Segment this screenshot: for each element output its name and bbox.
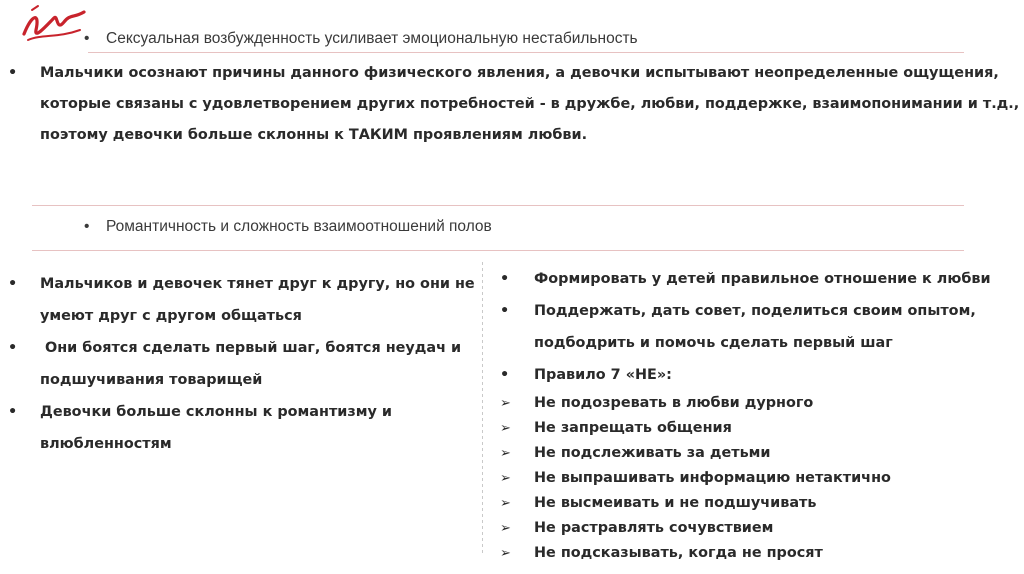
list-item-text: Они боятся сделать первый шаг, боятся неудач и <box>40 340 462 356</box>
bullet-dot: • <box>500 367 510 383</box>
bullet-dot: • <box>8 276 18 292</box>
arrow-bullet-icon: ➢ <box>500 421 511 436</box>
rule-text: Не выпрашивать информацию нетактично <box>534 470 891 486</box>
list-item-line <box>500 359 1010 391</box>
rule-item <box>500 441 1010 466</box>
list-item <box>500 263 1010 295</box>
bullet-dot: • <box>500 271 510 287</box>
list-item-line: умеют друг с другом общаться <box>40 308 302 324</box>
rule-text: Не подслеживать за детьми <box>534 445 771 461</box>
list-item-line: влюбленностям <box>40 436 172 452</box>
list-item-text: Формировать у детей правильное отношение к любви <box>534 271 991 287</box>
left-column <box>8 268 474 460</box>
list-item-line: подшучивания товарищей <box>40 372 263 388</box>
heading-text: Сексуальная возбужденность усиливает эмоциональную нестабильность <box>106 30 638 47</box>
rule-item <box>500 541 1010 566</box>
list-item <box>8 396 474 460</box>
list-item-line <box>500 295 1010 327</box>
bullet-dot: • <box>500 303 510 319</box>
rule-item <box>500 516 1010 541</box>
list-item <box>8 268 474 332</box>
rule-text: Не подозревать в любви дурного <box>534 395 814 411</box>
rule-item <box>500 416 1010 441</box>
list-item <box>500 359 1010 391</box>
list-item-line <box>8 332 474 364</box>
list-item-line <box>8 268 474 300</box>
arrow-bullet-icon: ➢ <box>500 496 511 511</box>
rules-list <box>500 391 1010 566</box>
list-item-text: Девочки больше склонны к романтизму и <box>40 404 392 420</box>
list-item-text: Поддержать, дать совет, поделиться своим опытом, <box>534 303 976 319</box>
list-item-line <box>8 396 474 428</box>
list-item-line <box>500 263 1010 295</box>
arrow-bullet-icon: ➢ <box>500 396 511 411</box>
rule-text: Не запрещать общения <box>534 420 732 436</box>
column-separator <box>482 262 483 556</box>
rule-text: Не растравлять сочувствием <box>534 520 774 536</box>
arrow-bullet-icon: ➢ <box>500 546 511 561</box>
list-item-text: Правило 7 «НЕ»: <box>534 367 672 383</box>
paragraph-line: поэтому девочки больше склонны к ТАКИМ проявлениям любви. <box>40 127 588 143</box>
bullet-dot: • <box>84 218 90 235</box>
bullet-dot: • <box>8 404 18 420</box>
rule-text: Не высмеивать и не подшучивать <box>534 495 817 511</box>
bullet-dot: • <box>8 340 18 356</box>
list-item-line: подбодрить и помочь сделать первый шаг <box>534 335 893 351</box>
divider-top <box>88 52 964 53</box>
right-column <box>500 263 1010 566</box>
divider-upper <box>32 205 964 206</box>
paragraph-text: Мальчики осознают причины данного физического явления, а девочки испытывают неопределенные ощущения, <box>40 65 999 81</box>
heading-emotional-instability <box>84 30 638 48</box>
paragraph-line: которые связаны с удовлетворением других потребностей - в дружбе, любви, поддержке, взаимопонимании и т.д., <box>40 96 1020 112</box>
paragraph-line <box>8 58 1008 89</box>
rule-text: Не подсказывать, когда не просят <box>534 545 823 561</box>
list-item <box>500 295 1010 359</box>
bullet-dot: • <box>84 30 90 47</box>
list-item-text: Мальчиков и девочек тянет друг к другу, но они не <box>40 276 475 292</box>
arrow-bullet-icon: ➢ <box>500 471 511 486</box>
arrow-bullet-icon: ➢ <box>500 446 511 461</box>
rule-item <box>500 391 1010 416</box>
paragraph-physical-phenomenon <box>8 58 1020 151</box>
arrow-bullet-icon: ➢ <box>500 521 511 536</box>
list-item <box>8 332 474 396</box>
rule-item <box>500 491 1010 516</box>
rule-item <box>500 466 1010 491</box>
divider-lower <box>32 250 964 251</box>
logo-icon <box>18 4 90 48</box>
heading-text: Романтичность и сложность взаимоотношений полов <box>106 218 492 235</box>
heading-romance <box>84 218 492 236</box>
bullet-dot: • <box>8 65 18 81</box>
